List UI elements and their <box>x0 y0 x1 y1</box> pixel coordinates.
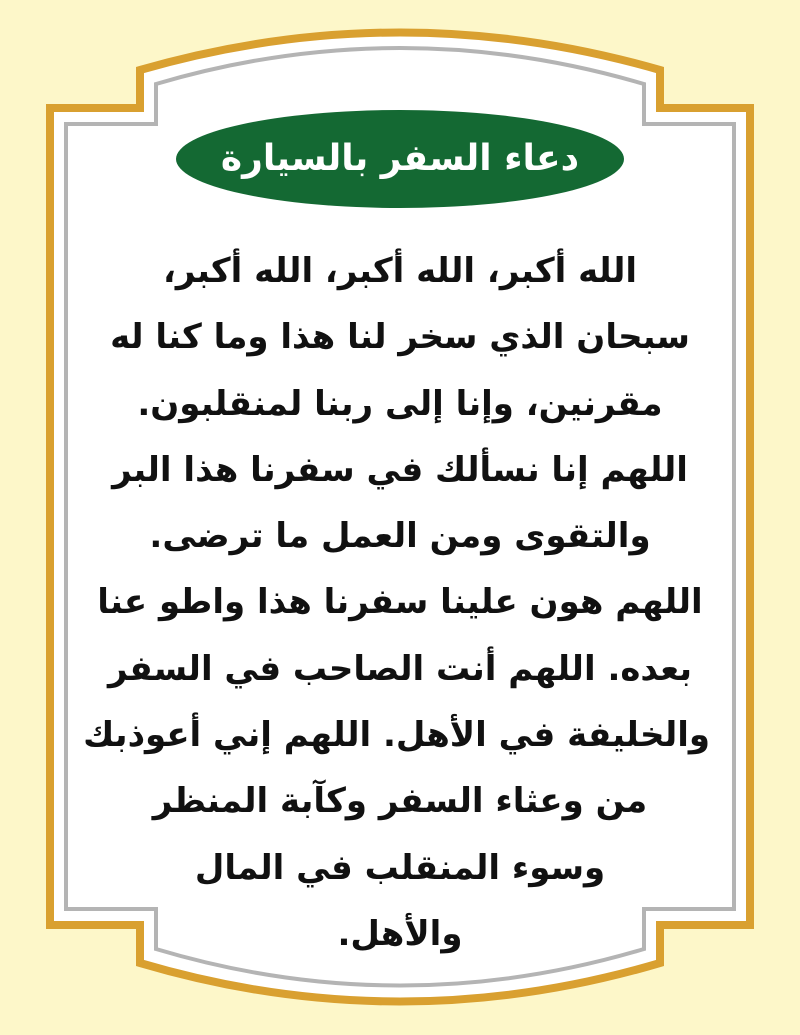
dua-line: مقرنين، وإنا إلى ربنا لمنقلبون. <box>137 383 663 424</box>
dua-line: من وعثاء السفر وكآبة المنظر <box>152 781 648 822</box>
dua-line: والتقوى ومن العمل ما ترضى. <box>149 516 651 557</box>
dua-text <box>83 238 710 967</box>
dua-line: بعده. اللهم أنت الصاحب في السفر <box>107 648 693 689</box>
dua-line: والخليفة في الأهل. اللهم إني أعوذبك <box>83 715 710 756</box>
dua-line: الله أكبر، الله أكبر، الله أكبر، <box>162 251 638 291</box>
dua-line: اللهم هون علينا سفرنا هذا واطو عنا <box>97 582 703 623</box>
dua-line: والأهل. <box>337 913 463 954</box>
page-title: دعاء السفر بالسيارة <box>220 138 580 179</box>
dua-line: اللهم إنا نسألك في سفرنا هذا البر <box>112 449 688 490</box>
dua-line: وسوء المنقلب في المال <box>194 847 606 888</box>
title-banner <box>176 110 624 208</box>
dua-line: سبحان الذي سخر لنا هذا وما كنا له <box>110 317 690 358</box>
